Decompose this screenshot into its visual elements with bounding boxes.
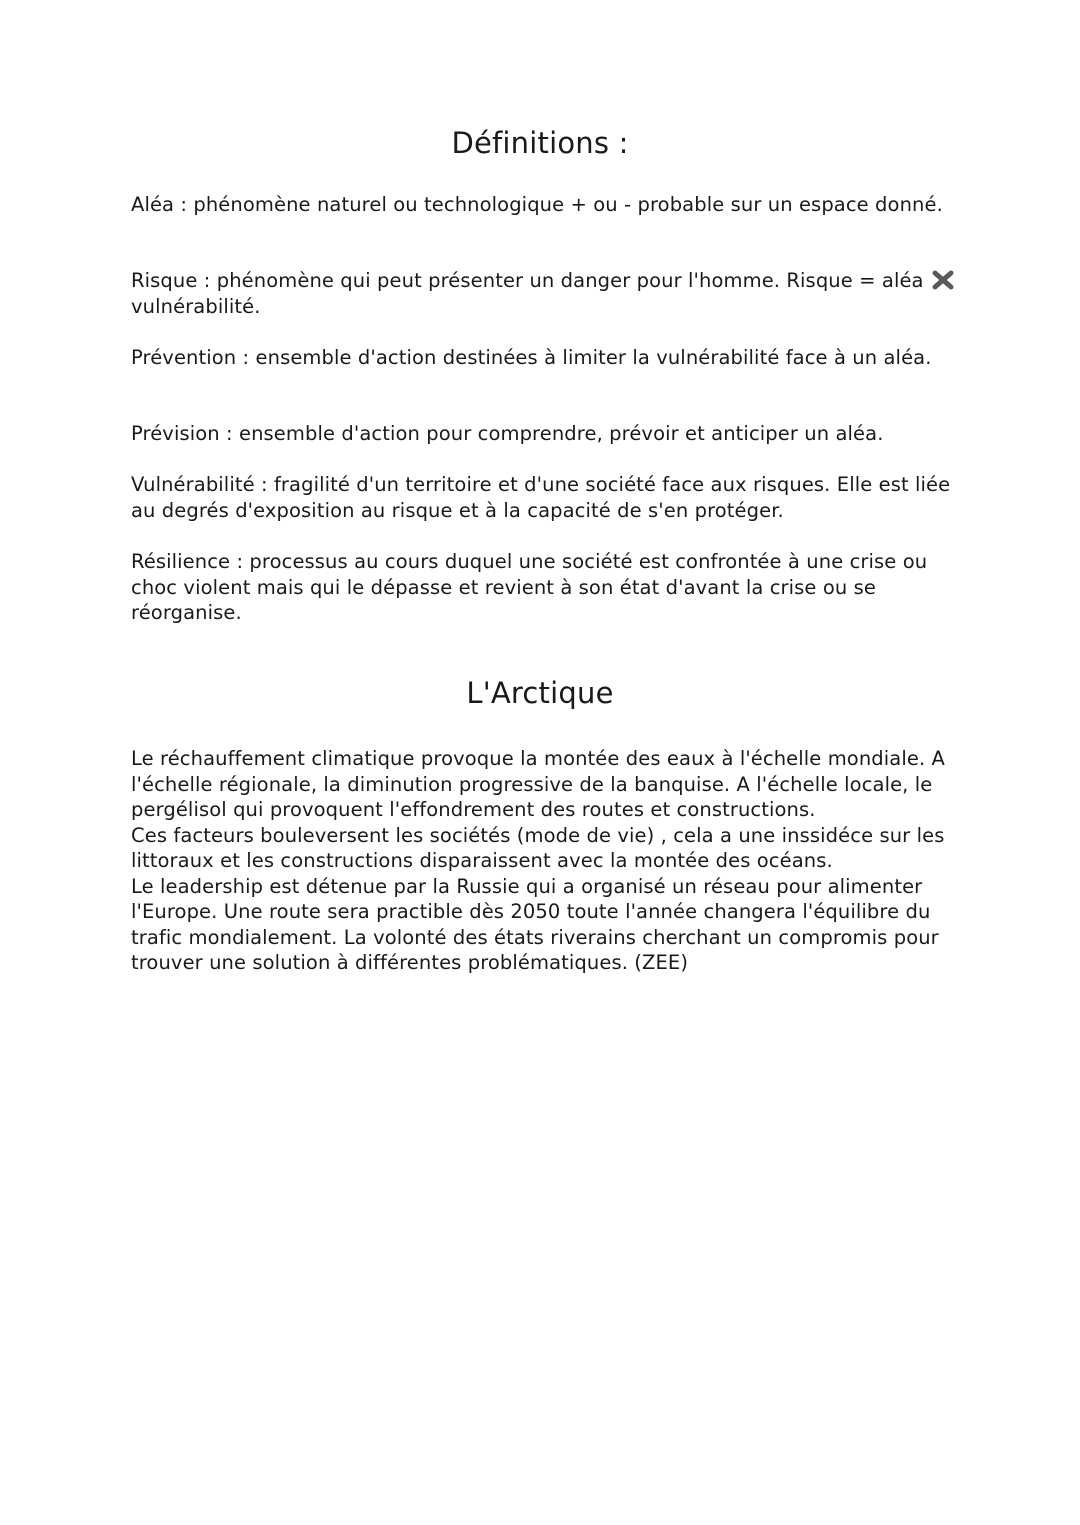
arctique-paragraph-3: Le leadership est détenue par la Russie qui a organisé un réseau pour alimenter l'Europe. Une route sera practible dès 2050 toute l'année changera l'équilibre du trafic mondialement. La volonté des états riverains cherchant un compromis pour trouver une solution à différentes problématiques. (ZEE) xyxy=(131,874,939,974)
arctique-title: L'Arctique xyxy=(466,676,614,710)
multiply-x-icon xyxy=(932,270,954,290)
definition-alea: Aléa : phénomène naturel ou technologique + ou - probable sur un espace donné. xyxy=(131,193,943,216)
definition-risque-text-after: vulnérabilité. xyxy=(131,294,261,318)
definition-vulnerabilite: Vulnérabilité : fragilité d'un territoire et d'une société face aux risques. Elle est liée au degrés d'exposition au risque et à la capacité de s'en protéger. xyxy=(131,473,951,522)
definition-risque-text-before: Risque : phénomène qui peut présenter un danger pour l'homme. Risque = aléa xyxy=(131,269,924,292)
arctique-paragraph-2: Ces facteurs bouleversent les sociétés (mode de vie) , cela a une inssidéce sur les littoraux et les constructions disparaissent avec la montée des océans. xyxy=(131,823,945,872)
definition-risque xyxy=(131,268,961,319)
arctique-body xyxy=(131,746,961,976)
definition-prevention: Prévention : ensemble d'action destinées à limiter la vulnérabilité face à un aléa. xyxy=(131,346,932,369)
definitions-title: Définitions : xyxy=(451,126,629,160)
definition-prevision: Prévision : ensemble d'action pour comprendre, prévoir et anticiper un aléa. xyxy=(131,422,884,445)
definition-resilience: Résilience : processus au cours duquel une société est confrontée à une crise ou choc violent mais qui le dépasse et revient à son état d'avant la crise ou se réorganise. xyxy=(131,550,928,624)
arctique-paragraph-1: Le réchauffement climatique provoque la montée des eaux à l'échelle mondiale. A l'échelle régionale, la diminution progressive de la banquise. A l'échelle locale, le pergélisol qui provoquent l'effondrement des routes et constructions. xyxy=(131,747,945,821)
